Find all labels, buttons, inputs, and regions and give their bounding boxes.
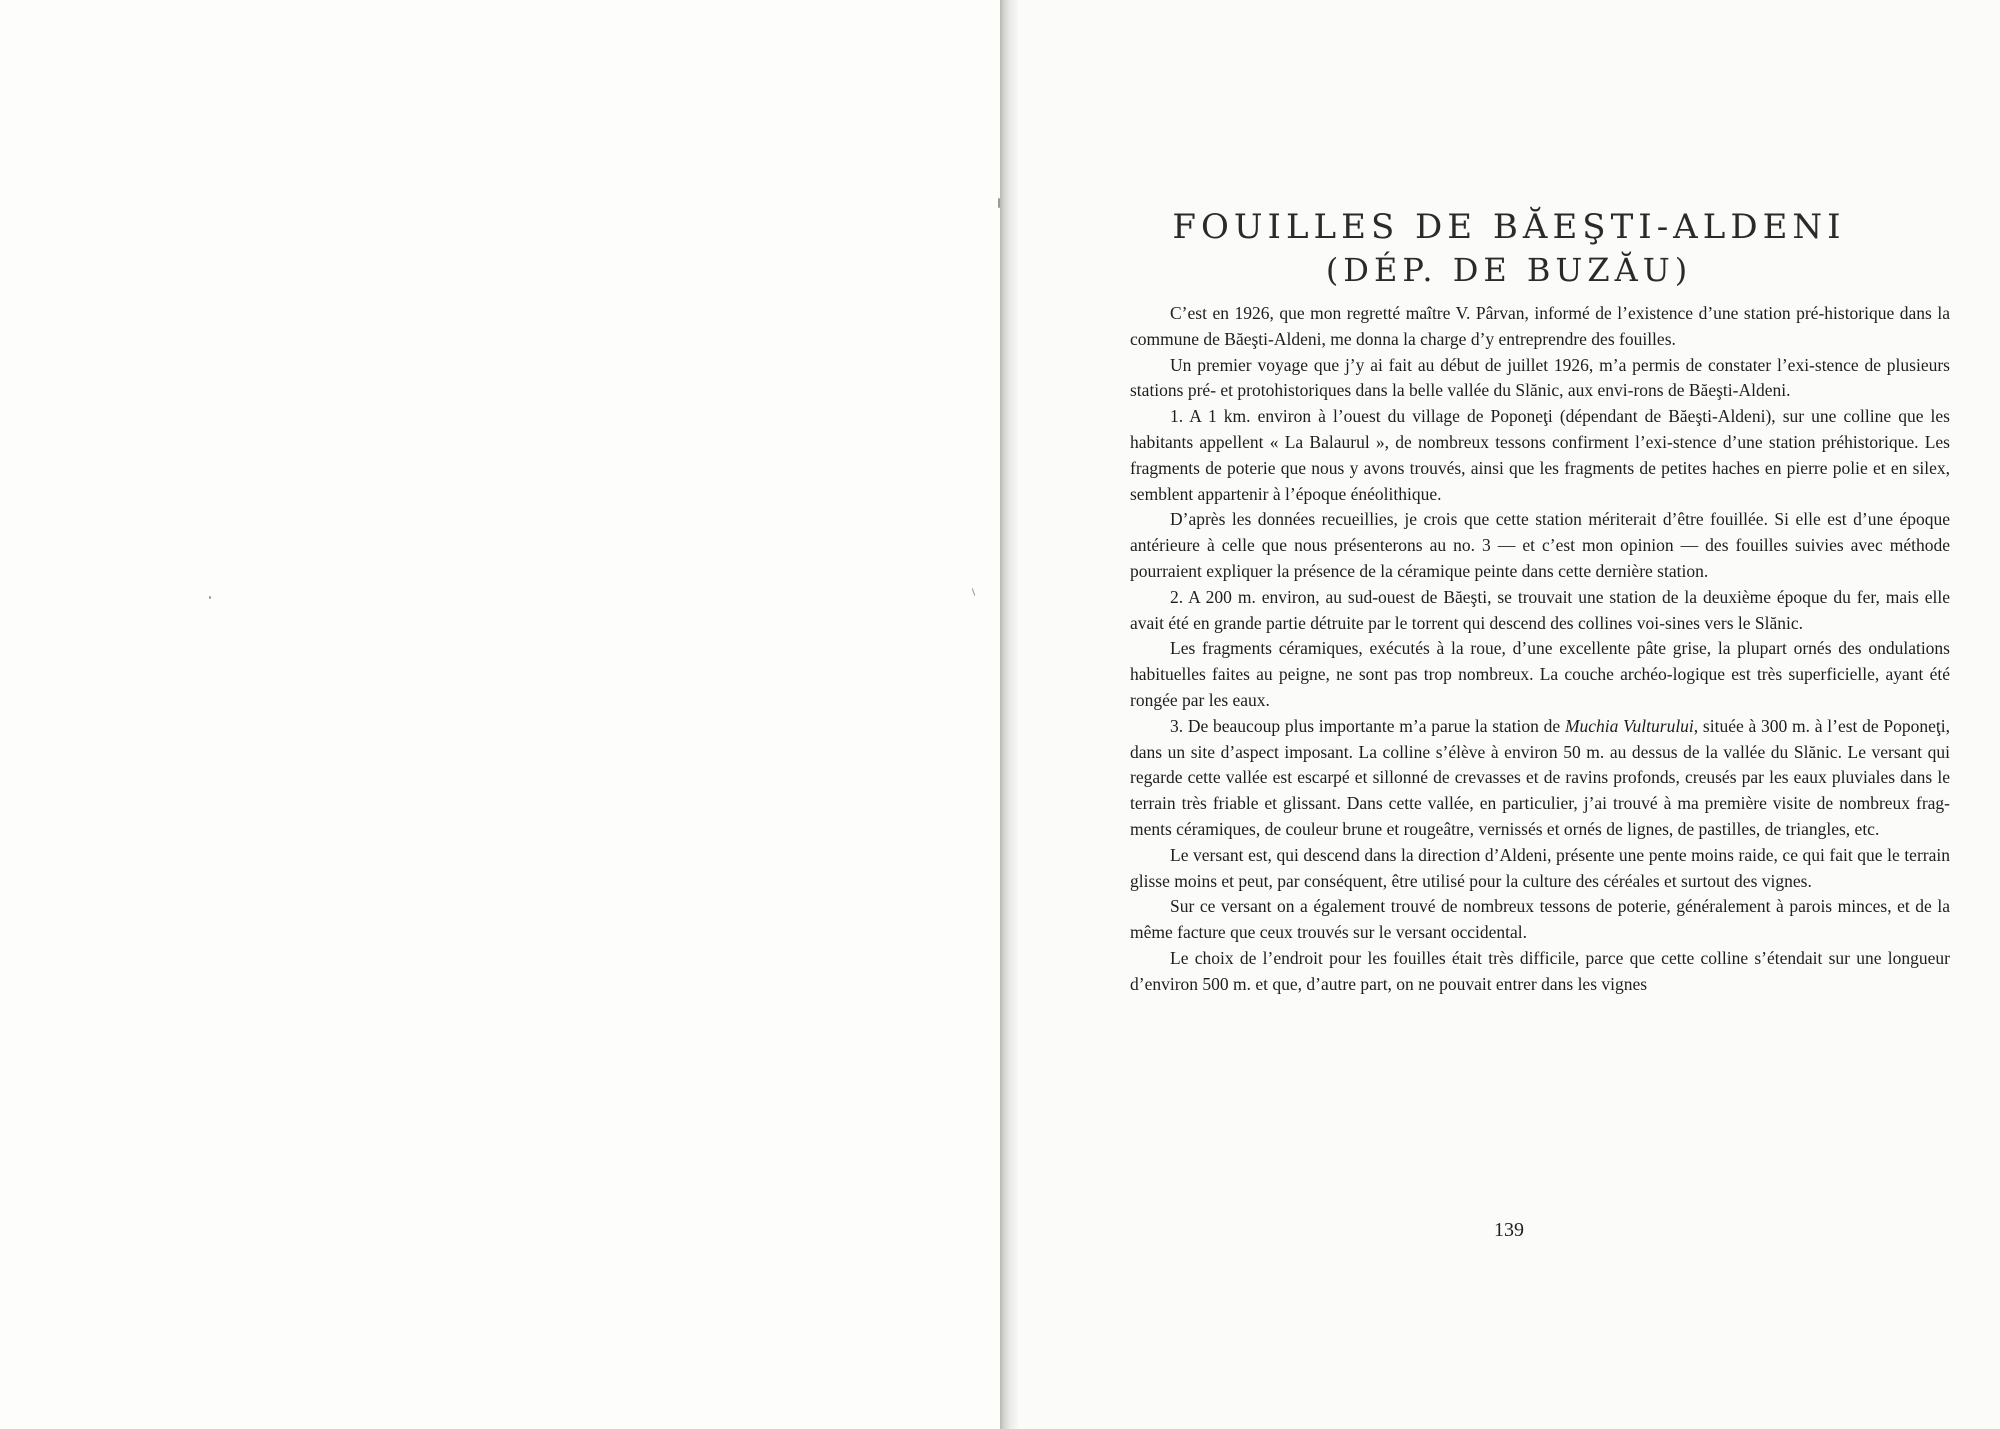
paragraph: Sur ce versant on a également trouvé de nombreux tessons de poterie, généralement à parois minces, et de la même facture que ceux trouvés sur le versant occidental. (1130, 896, 1950, 943)
paragraph: 1. A 1 km. environ à l’ouest du village de Poponeţi (dépendant de Băeşti-Aldeni), sur une colline que les habitants appellent « La Balaurul », de nombreux tessons confirment l’exi-stence d’une station préhistorique. Les fragments de poterie que nous y avons trouvés, ainsi que les fragments de petites haches en pierre polie et en silex, semblent appartenir à l’époque énéolithique. (1130, 406, 1950, 504)
paragraph: Le versant est, qui descend dans la direction d’Aldeni, présente une pente moins raide, ce qui fait que le terrain glisse moins et peut, par conséquent, être utilisé pour la culture des céréales et surtout des vignes. (1130, 844, 1950, 891)
paragraph: D’après les données recueillies, je crois que cette station mériterait d’être fouillée. Si elle est d’une époque antérieure à celle que nous présenterons au no. 3 — et c’est mon opinion — des fouilles suivies avec méthode pourraient expliquer la présence de la céramique peinte dans cette dernière station. (1130, 509, 1950, 581)
article-body (1130, 301, 1950, 998)
paragraph: Le choix de l’endroit pour les fouilles était très difficile, parce que cette colline s’étendait sur une longueur d’environ 500 m. et que, d’autre part, on ne pouvait entrer dans les vignes (1130, 947, 1950, 994)
page-number: 139 (1494, 1219, 1524, 1241)
paragraph (1130, 714, 1950, 843)
article-subtitle: (DÉP. DE BUZĂU) (1325, 251, 1693, 289)
paragraph-text: , située à 300 m. à l’est de Poponeţi, dans un site d’aspect imposant. La colline s’élève à environ 50 m. au dessus de la vallée du Slănic. Le versant qui regarde cette vallée est escarpé et sillonné de crevasses et de ravins profonds, creusés par les eaux pluviales dans le terrain très friable et glissant. Dans cette vallée, en particulier, j’ai trouvé à ma première visite de nombreux frag-ments céramiques, de couleur brune et rougeâtre, vernissés et ornés de lignes, de pastilles, de triangles, etc. (1130, 715, 1950, 839)
right-page (1018, 0, 2000, 1429)
paragraph: C’est en 1926, que mon regretté maître V. Pârvan, informé de l’existence d’une station pré-historique dans la commune de Băeşti-Aldeni, me donna la charge d’y entreprendre des fouilles. (1130, 303, 1950, 349)
paragraph: Un premier voyage que j’y ai fait au début de juillet 1926, m’a permis de constater l’exi-stence de plusieurs stations pré- et protohistoriques dans la belle vallée du Slănic, aux envi-rons de Băeşti-Aldeni. (1130, 354, 1950, 401)
paragraph: 2. A 200 m. environ, au sud-ouest de Băeşti, se trouvait une station de la deuxième époque du fer, mais elle avait été en grande partie détruite par le torrent qui descend des collines voi-sines vers le Slănic. (1130, 586, 1950, 633)
paragraph-text: 3. De beaucoup plus importante m’a parue la station de (1170, 715, 1565, 736)
paragraph: Les fragments céramiques, exécutés à la roue, d’une excellente pâte grise, la plupart ornés des ondulations habituelles faites au peigne, ne sont pas trop nombreux. La couche archéo-logique est très superficielle, ayant été rongée par les eaux. (1130, 638, 1950, 710)
article-title: FOUILLES DE BĂEŞTI-ALDENI (1172, 207, 1846, 247)
book-gutter (1000, 0, 1018, 1429)
paper-speck (972, 588, 976, 596)
paper-speck (209, 596, 211, 599)
site-name-italic: Muchia Vulturului (1564, 715, 1694, 736)
